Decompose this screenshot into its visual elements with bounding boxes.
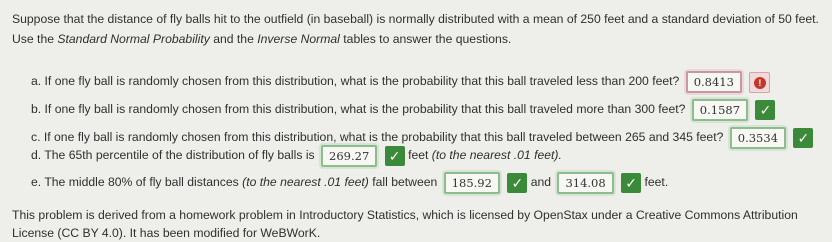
question-d-text: d. The 65th percentile of the distribution of fly balls is [31,148,315,163]
checkmark-icon[interactable]: ✓ [621,173,641,193]
question-c-text: c. If one fly ball is randomly chosen from this distribution, what is the probability that this ball traveled between 265 and 345 feet? [31,130,724,145]
question-a-text: a. If one fly ball is randomly chosen from this distribution, what is the probability that this ball traveled less than 200 feet? [31,74,680,89]
question-a [31,71,770,93]
answer-e-lower-field[interactable]: 185.92 [444,172,500,194]
attribution-line-1: This problem is derived from a homework problem in Introductory Statistics, which is licensed by OpenStax under a Creative Commons Attribution [12,208,798,222]
question-e-unit: feet. [644,175,669,190]
question-d-unit: feet [408,148,429,163]
question-d [31,145,562,167]
answer-d-field[interactable]: 269.27 [321,145,377,167]
alert-circle-icon[interactable]: ! [749,72,770,93]
question-d-note: (to the nearest .01 feet). [431,148,562,163]
question-e-note: (to the nearest .01 feet) [242,175,369,190]
checkmark-icon[interactable]: ✓ [755,100,775,120]
problem-statement-line-1: Suppose that the distance of fly balls hit to the outfield (in baseball) is normally distributed with a mean of 250 feet and a standard deviation of 50 feet. [12,12,819,26]
checkmark-icon[interactable]: ✓ [385,146,405,166]
answer-c-field[interactable]: 0.3534 [730,127,786,149]
question-e-text: e. The middle 80% of fly ball distances [31,175,239,190]
intro-text: tables to answer the questions. [339,32,512,46]
checkmark-icon[interactable]: ✓ [793,128,813,148]
inverse-normal-table-name: Inverse Normal [257,32,340,46]
answer-e-upper-field[interactable]: 314.08 [557,172,613,194]
question-e [31,172,668,194]
intro-text: Use the [12,32,58,46]
attribution-line-2: License (CC BY 4.0). It has been modified for WeBWorK. [12,226,321,240]
checkmark-icon[interactable]: ✓ [507,173,527,193]
question-b-text: b. If one fly ball is randomly chosen from this distribution, what is the probability that this ball traveled more than 300 feet? [31,102,686,117]
problem-statement-line-2 [12,30,511,48]
question-e-text-mid: fall between [372,175,438,190]
standard-normal-table-name: Standard Normal Probability [57,32,210,46]
answer-b-field[interactable]: 0.1587 [692,99,748,121]
answer-a-field[interactable]: 0.8413 [686,71,742,93]
question-e-and: and [530,175,552,190]
intro-text: and the [209,32,258,46]
question-b [31,99,775,121]
